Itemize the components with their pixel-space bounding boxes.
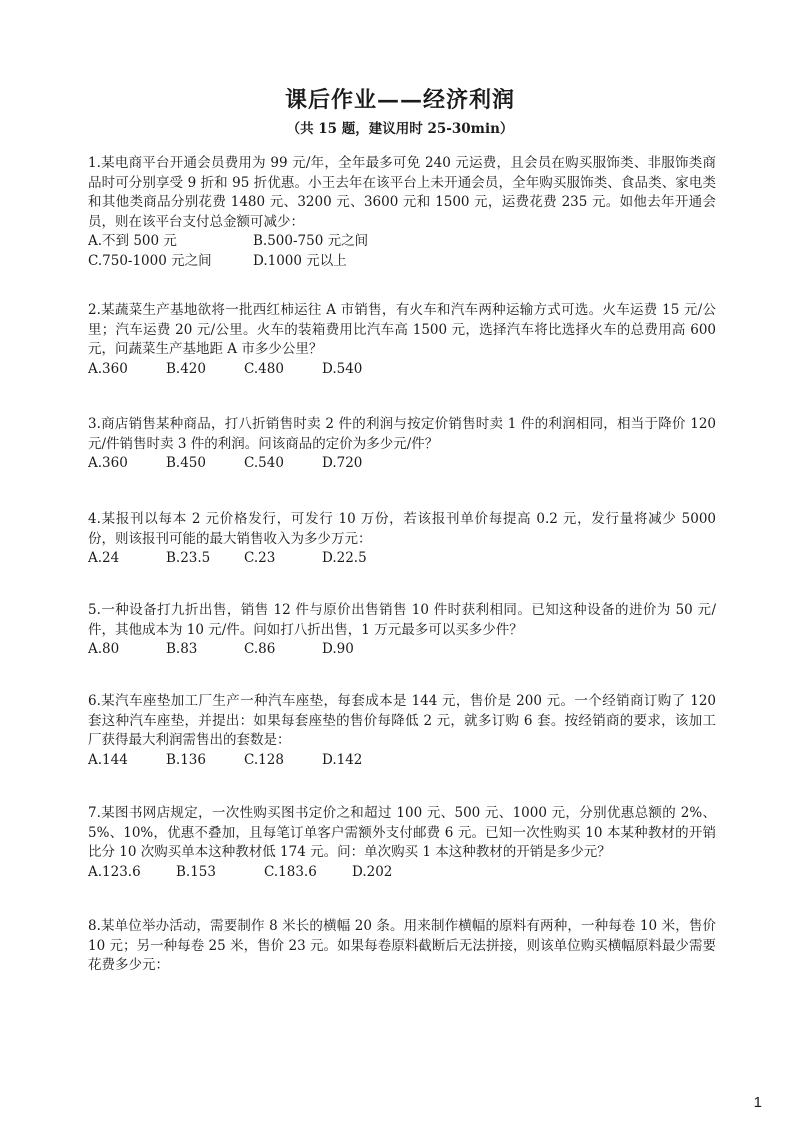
question-options — [88, 232, 716, 252]
option-a: A.360 — [88, 360, 128, 377]
question-stem: 2.某蔬菜生产基地欲将一批西红柿运往 A 市销售，有火车和汽车两种运输方式可选。火车运费 15 元/公里；汽车运费 20 元/公里。火车的装箱费用比汽车高 1500 元，选择汽车将比选择火车的总费用高 600 元，问蔬菜生产基地距 A 市多少公里？ — [88, 302, 716, 357]
option-c: C.540 — [244, 455, 284, 471]
page-title: 课后作业——经济利润 — [284, 87, 515, 113]
question-7 — [88, 804, 716, 882]
option-d: D.90 — [322, 641, 354, 657]
option-d: D.540 — [322, 360, 363, 377]
option-b: B.450 — [166, 455, 206, 471]
question-stem: 3.商店销售某种商品，打八折销售时卖 2 件的利润与按定价销售时卖 1 件的利润相同，相当于降价 120 元/件销售时卖 3 件的利润。问该商品的定价为多少元/件？ — [88, 416, 716, 452]
question-5 — [88, 601, 716, 660]
question-stem: 7.某图书网店规定，一次性购买图书定价之和超过 100 元、500 元、1000 元，分别优惠总额的 2%、5%、10%，优惠不叠加，且每笔订单客户需额外支付邮费 6 元。已知一次性购买 10 本某种教材的开销比分 10 次购买单本这种教材低 174 元。问：单次购买 1 本这种教材的开销是多少元？ — [88, 805, 716, 860]
option-c: C.480 — [244, 360, 284, 377]
option-b: B.136 — [166, 751, 206, 768]
question-8 — [88, 917, 716, 976]
page-number: 1 — [753, 1094, 762, 1111]
question-options — [88, 454, 716, 474]
page-subtitle: （共 15 题，建议用时 25-30min） — [286, 121, 514, 137]
question-1 — [88, 154, 716, 271]
question-options — [88, 252, 716, 272]
question-options — [88, 549, 716, 569]
question-stem: 6.某汽车座垫加工厂生产一种汽车座垫，每套成本是 144 元，售价是 200 元。一个经销商订购了 120 套这种汽车座垫，并提出：如果每套座垫的售价每降低 2 元，就多订购 6 套。按经销商的要求，该加工厂获得最大利润需售出的套数是： — [88, 693, 716, 748]
option-a: A.24 — [88, 550, 120, 566]
option-d: D.22.5 — [322, 550, 367, 566]
question-6 — [88, 692, 716, 770]
question-stem: 5.一种设备打九折出售，销售 12 件与原价出售销售 10 件时获利相同。已知这种设备的进价为 50 元/件，其他成本为 10 元/件。问如打八折出售，1 万元最多可以买多少件？ — [88, 602, 716, 638]
question-3 — [88, 415, 716, 474]
option-c: C.23 — [244, 550, 276, 566]
option-c: C.86 — [244, 641, 276, 657]
option-b: B.83 — [166, 641, 198, 657]
option-b: B.500-750 元之间 — [253, 233, 369, 249]
option-c: C.183.6 — [264, 863, 317, 880]
question-stem: 1.某电商平台开通会员费用为 99 元/年，全年最多可免 240 元运费，且会员在购买服饰类、非服饰类商品时可分别享受 9 折和 95 折优惠。小王去年在该平台上未开通会员，全年购买服饰类、食品类、家电类和其他类商品分别花费 1480 元、3200 元、3600 元和 1500 元，运费花费 235 元。如他去年开通会员，则在该平台支付总金额可减少： — [88, 155, 716, 230]
option-b: B.23.5 — [166, 550, 211, 566]
option-c: C.128 — [244, 751, 284, 768]
question-stem: 8.某单位举办活动，需要制作 8 米长的横幅 20 条。用来制作横幅的原料有两种，一种每卷 10 米，售价 10 元；另一种每卷 25 米，售价 23 元。如果每卷原料截断后无法拼接，则该单位购买横幅原料最少需要花费多少元： — [88, 918, 716, 973]
option-a: A.123.6 — [88, 863, 141, 880]
question-options — [88, 640, 716, 660]
question-4 — [88, 510, 716, 569]
option-d: D.142 — [322, 751, 363, 768]
option-b: B.420 — [166, 360, 206, 377]
option-d: D.202 — [352, 863, 393, 880]
option-c: C.750-1000 元之间 — [88, 252, 212, 269]
option-a: A.144 — [88, 751, 128, 768]
option-d: D.1000 元以上 — [253, 252, 347, 269]
option-a: A.360 — [88, 455, 128, 471]
option-a: A.不到 500 元 — [88, 233, 177, 249]
question-options — [88, 751, 716, 771]
option-b: B.153 — [176, 863, 216, 880]
question-2 — [88, 301, 716, 379]
option-a: A.80 — [88, 641, 120, 657]
question-options — [88, 863, 716, 883]
question-stem: 4.某报刊以每本 2 元价格发行，可发行 10 万份，若该报刊单价每提高 0.2 元，发行量将减少 5000 份，则该报刊可能的最大销售收入为多少万元： — [88, 511, 716, 547]
question-options — [88, 360, 716, 380]
option-d: D.720 — [322, 455, 363, 471]
